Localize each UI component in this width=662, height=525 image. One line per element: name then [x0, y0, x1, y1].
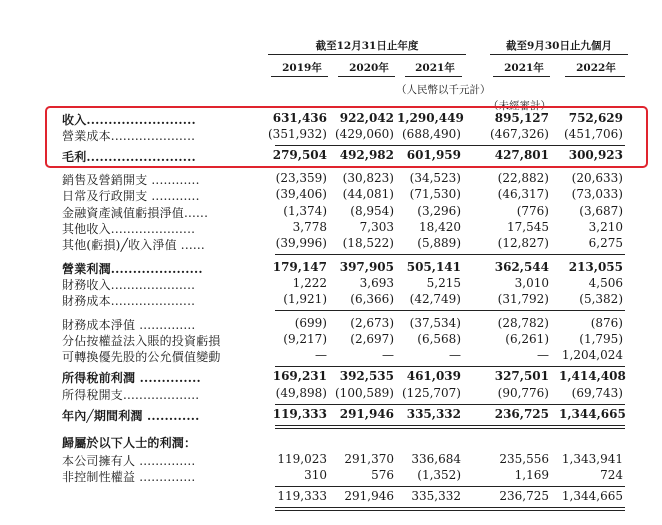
- row-label: 其他(虧損)╱收入淨值 ......: [62, 238, 205, 252]
- row-value: (49,898): [275, 386, 327, 400]
- row-value: 335,332: [411, 489, 461, 503]
- row-value: (688,490): [402, 127, 461, 141]
- table-row-owners: [0, 452, 662, 469]
- row-label: 本公司擁有人 ..............: [62, 454, 196, 468]
- row-value: (1,795): [579, 332, 623, 346]
- table-row-finance-income: [0, 276, 662, 293]
- row-value: 505,141: [406, 260, 461, 274]
- row-value: 119,333: [272, 407, 327, 421]
- row-value: 397,905: [339, 260, 394, 274]
- row-label: 毛利.........................: [62, 150, 196, 164]
- row-value: 724: [600, 468, 623, 482]
- row-value: (429,060): [335, 127, 394, 141]
- row-value: 752,629: [568, 111, 623, 125]
- row-value: (2,697): [350, 332, 394, 346]
- year-2022-nine-months: 2022年: [576, 62, 616, 74]
- row-value: (12,827): [497, 236, 549, 250]
- header-nine-month-rule: [490, 54, 628, 55]
- row-value: 17,545: [507, 220, 549, 234]
- table-row-impairment-losses: [0, 204, 662, 221]
- row-value: (776): [516, 204, 549, 218]
- row-value: 235,556: [499, 452, 549, 466]
- row-value: 3,210: [588, 220, 623, 234]
- row-value: (3,687): [579, 204, 623, 218]
- row-value: 1,344,665: [559, 407, 626, 421]
- row-value: 6,275: [588, 236, 623, 250]
- row-value: 1,222: [292, 276, 327, 290]
- row-value: 213,055: [568, 260, 623, 274]
- row-value: (876): [590, 316, 623, 330]
- row-value: —: [449, 348, 461, 362]
- year-underline: [565, 76, 625, 77]
- table-row-net-finance-costs: [0, 316, 662, 333]
- table-row-income-tax: [0, 386, 662, 403]
- row-value: 3,778: [292, 220, 327, 234]
- row-value: (1,374): [283, 204, 327, 218]
- row-label: 所得稅前利潤 ..............: [62, 371, 201, 385]
- row-value: (5,889): [417, 236, 461, 250]
- row-value: 461,039: [406, 369, 461, 383]
- year-underline: [405, 76, 462, 77]
- row-value: —: [315, 348, 327, 362]
- row-value: 300,923: [568, 148, 623, 162]
- row-label: 歸屬於以下人士的利潤：: [62, 436, 197, 450]
- row-value: 179,147: [272, 260, 327, 274]
- row-value: (125,707): [402, 386, 461, 400]
- row-value: 169,231: [272, 369, 327, 383]
- row-value: 291,946: [339, 407, 394, 421]
- table-row-share-of-losses: [0, 332, 662, 349]
- row-value: 922,042: [339, 111, 394, 125]
- row-value: 7,303: [359, 220, 394, 234]
- row-value: (699): [294, 316, 327, 330]
- row-value: (39,406): [275, 187, 327, 201]
- table-row-selling-expenses: [0, 171, 662, 188]
- row-value: (73,033): [571, 187, 623, 201]
- row-value: (6,568): [417, 332, 461, 346]
- row-value: 119,023: [277, 452, 327, 466]
- row-value: (34,523): [409, 171, 461, 185]
- table-row-other-net: [0, 236, 662, 253]
- row-label: 銷售及營銷開支 ............: [62, 173, 200, 187]
- row-value: 631,436: [272, 111, 327, 125]
- row-value: 279,504: [272, 148, 327, 162]
- row-value: (5,382): [579, 292, 623, 306]
- row-value: 576: [371, 468, 394, 482]
- row-value: 291,946: [344, 489, 394, 503]
- row-value: (71,530): [409, 187, 461, 201]
- row-value: (1,352): [417, 468, 461, 482]
- table-row-profit-before-tax: [0, 369, 662, 386]
- row-label: 營業利潤.....................: [62, 262, 203, 276]
- highlight-box: [45, 106, 648, 168]
- header-nine-month-period: 截至9月30日止九個月: [506, 40, 612, 52]
- row-label: 分佔按權益法入賬的投資虧損: [62, 334, 221, 348]
- row-value: —: [382, 348, 394, 362]
- table-row-profit-for-period: [0, 407, 662, 424]
- total-double-rule: [275, 425, 625, 429]
- row-label: 營業成本.....................: [62, 129, 196, 143]
- row-value: 310: [304, 468, 327, 482]
- currency-unit-note: （人民幣以千元計）: [396, 84, 491, 96]
- subtotal-rule: [275, 404, 625, 405]
- row-value: 1,344,665: [561, 489, 623, 503]
- year-2021-nine-months: 2021年: [504, 62, 544, 74]
- row-value: 362,544: [494, 260, 549, 274]
- year-underline: [493, 76, 550, 77]
- row-value: (37,534): [409, 316, 461, 330]
- row-value: (28,782): [497, 316, 549, 330]
- row-value: (39,996): [275, 236, 327, 250]
- subtotal-rule: [275, 366, 625, 367]
- row-label: 財務收入.....................: [62, 278, 196, 292]
- row-value: 236,725: [494, 407, 549, 421]
- row-value: —: [537, 348, 549, 362]
- row-value: 3,693: [359, 276, 394, 290]
- subtotal-rule: [275, 486, 625, 487]
- row-value: 895,127: [494, 111, 549, 125]
- row-value: (8,954): [350, 204, 394, 218]
- row-value: (44,081): [342, 187, 394, 201]
- table-row-attributable-total: [0, 489, 662, 506]
- row-value: (6,261): [505, 332, 549, 346]
- row-value: 18,420: [419, 220, 461, 234]
- row-value: (30,823): [342, 171, 394, 185]
- row-value: 492,982: [339, 148, 394, 162]
- row-value: 427,801: [494, 148, 549, 162]
- year-2021: 2021年: [415, 62, 455, 74]
- row-label: 非控制性權益 ..............: [62, 470, 196, 484]
- row-value: 5,215: [426, 276, 461, 290]
- row-value: 119,333: [277, 489, 327, 503]
- table-row-operating-profit: [0, 260, 662, 277]
- row-value: (20,633): [571, 171, 623, 185]
- header-annual-period: 截至12月31日止年度: [315, 40, 419, 52]
- row-value: 1,290,449: [397, 111, 464, 125]
- total-double-rule: [275, 507, 625, 511]
- table-row-non-controlling: [0, 468, 662, 485]
- row-value: 291,370: [344, 452, 394, 466]
- subtotal-rule: [275, 310, 625, 311]
- subtotal-rule: [275, 254, 625, 255]
- row-value: 1,169: [514, 468, 549, 482]
- row-value: (351,932): [268, 127, 327, 141]
- row-value: (69,743): [571, 386, 623, 400]
- row-label: 財務成本淨值 ..............: [62, 318, 196, 332]
- table-row-preferred-shares-fair-value: [0, 348, 662, 365]
- row-label: 所得稅開支...................: [62, 388, 200, 402]
- row-label: 日常及行政開支 ............: [62, 189, 200, 203]
- row-value: (18,522): [342, 236, 394, 250]
- table-row-admin-expenses: [0, 187, 662, 204]
- row-label: 財務成本.....................: [62, 294, 196, 308]
- year-2019: 2019年: [282, 62, 322, 74]
- table-row-finance-costs: [0, 292, 662, 309]
- row-value: 1,343,941: [561, 452, 623, 466]
- row-value: (6,366): [350, 292, 394, 306]
- year-2020: 2020年: [349, 62, 389, 74]
- row-value: 4,506: [588, 276, 623, 290]
- row-value: (2,673): [350, 316, 394, 330]
- row-value: 601,959: [406, 148, 461, 162]
- row-value: 336,684: [411, 452, 461, 466]
- table-row-other-income: [0, 220, 662, 237]
- row-label: 收入.........................: [62, 113, 196, 127]
- row-value: (467,326): [490, 127, 549, 141]
- unaudited-note: （未經審計）: [488, 100, 551, 112]
- row-value: 335,332: [406, 407, 461, 421]
- header-annual-rule: [268, 54, 466, 55]
- row-value: (23,359): [275, 171, 327, 185]
- row-value: 1,414,408: [559, 369, 626, 383]
- row-label: 年內╱期間利潤 ............: [62, 409, 200, 423]
- row-value: 236,725: [499, 489, 549, 503]
- row-value: (90,776): [497, 386, 549, 400]
- row-value: (22,882): [497, 171, 549, 185]
- row-value: (9,217): [283, 332, 327, 346]
- table-row-attributable-heading: [0, 434, 662, 451]
- row-value: 392,535: [339, 369, 394, 383]
- year-underline: [338, 76, 395, 77]
- row-value: (42,749): [409, 292, 461, 306]
- row-value: 327,501: [494, 369, 549, 383]
- row-label: 可轉換優先股的公允價值變動: [62, 350, 221, 364]
- row-value: (100,589): [335, 386, 394, 400]
- row-value: (46,317): [497, 187, 549, 201]
- row-value: 1,204,024: [561, 348, 623, 362]
- row-value: (31,792): [497, 292, 549, 306]
- row-value: (3,296): [417, 204, 461, 218]
- row-value: 3,010: [514, 276, 549, 290]
- row-value: (1,921): [283, 292, 327, 306]
- row-label: 金融資產減值虧損淨值......: [62, 206, 209, 220]
- row-label: 其他收入.....................: [62, 222, 196, 236]
- year-underline: [271, 76, 328, 77]
- row-value: (451,706): [564, 127, 623, 141]
